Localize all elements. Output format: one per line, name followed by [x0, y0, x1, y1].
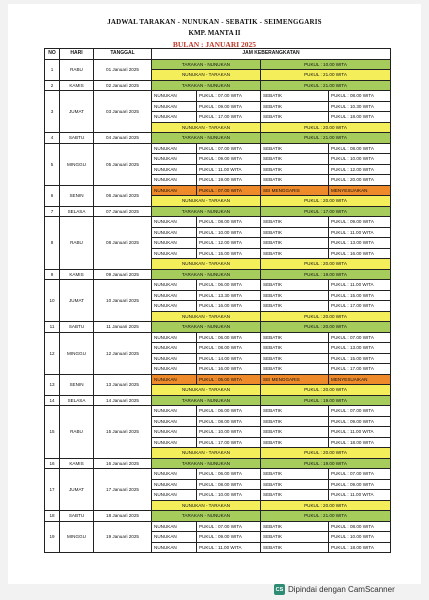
day-name: JUMAT	[60, 280, 94, 322]
route-cell: NUNUKAN - TARAKAN	[152, 70, 261, 81]
day-number: 4	[45, 133, 60, 144]
destination-time-cell: PUKUL : 18.00 WITA	[329, 112, 391, 123]
ship-name: KMP. MANTA II	[188, 29, 241, 37]
destination-time-cell: PUKUL : 20.00 WITA	[329, 175, 391, 186]
day-name: SELASA	[60, 206, 94, 217]
origin-time-cell: PUKUL : 06.00 WITA	[197, 280, 261, 291]
day-number: 17	[45, 469, 60, 511]
date-cell: 09 Januari 2025	[94, 269, 152, 280]
destination-cell: SEBATIK	[261, 521, 329, 532]
day-number: 5	[45, 143, 60, 185]
day-name: MINGGU	[60, 332, 94, 374]
destination-time-cell: PUKUL : 18.00 WITA	[329, 437, 391, 448]
date-cell: 06 Januari 2025	[94, 185, 152, 206]
origin-cell: NUNUKAN	[152, 280, 197, 291]
destination-cell: SEBATIK	[261, 406, 329, 417]
col-header-departure: JAM KEBERANGKATAN	[152, 49, 391, 60]
origin-cell: NUNUKAN	[152, 353, 197, 364]
day-number: 2	[45, 80, 60, 91]
origin-time-cell: PUKUL : 16.00 WITA	[197, 301, 261, 312]
origin-time-cell: PUKUL : 08.00 WITA	[197, 343, 261, 354]
date-cell: 08 Januari 2025	[94, 217, 152, 270]
schedule-title: JADWAL TARAKAN - NUNUKAN - SEBATIK - SEIMENGGARIS	[107, 18, 322, 26]
table-row	[45, 280, 391, 291]
destination-cell: SEBATIK	[261, 343, 329, 354]
origin-time-cell: PUKUL : 16.00 WITA	[197, 364, 261, 375]
route-cell: TARAKAN - NUNUKAN	[152, 395, 261, 406]
route-cell: NUNUKAN - TARAKAN	[152, 385, 261, 396]
origin-time-cell: PUKUL : 10.00 WITA	[197, 427, 261, 438]
origin-cell: NUNUKAN	[152, 437, 197, 448]
destination-cell: SEBATIK	[261, 290, 329, 301]
destination-time-cell: MENYESUAIKAN	[329, 185, 391, 196]
route-time-cell: PUKUL : 20.00 WITA	[261, 311, 391, 322]
destination-time-cell: PUKUL : 10.00 WITA	[329, 532, 391, 543]
day-number: 19	[45, 521, 60, 553]
route-time-cell: PUKUL : 20.00 WITA	[261, 322, 391, 333]
origin-cell: NUNUKAN	[152, 343, 197, 354]
destination-time-cell: PUKUL : 09.00 WITA	[329, 217, 391, 228]
date-cell: 12 Januari 2025	[94, 332, 152, 374]
route-time-cell: PUKUL : 19.00 WITA	[261, 395, 391, 406]
date-cell: 10 Januari 2025	[94, 280, 152, 322]
destination-cell: SEBATIK	[261, 469, 329, 480]
destination-cell: SEBATIK	[261, 143, 329, 154]
day-number: 7	[45, 206, 60, 217]
origin-cell: NUNUKAN	[152, 332, 197, 343]
table-row	[45, 91, 391, 102]
destination-cell: SEBATIK	[261, 280, 329, 291]
origin-cell: NUNUKAN	[152, 217, 197, 228]
route-time-cell: PUKUL : 17.00 WITA	[261, 206, 391, 217]
month-label: BULAN : JANUARI 2025	[172, 40, 257, 49]
table-row	[45, 521, 391, 532]
destination-time-cell: PUKUL : 10.30 WITA	[329, 101, 391, 112]
date-cell: 14 Januari 2025	[94, 395, 152, 406]
destination-cell: SEBATIK	[261, 427, 329, 438]
date-cell: 11 Januari 2025	[94, 322, 152, 333]
date-cell: 19 Januari 2025	[94, 521, 152, 553]
origin-time-cell: PUKUL : 11.00 WITA	[197, 542, 261, 553]
destination-cell: SEBATIK	[261, 479, 329, 490]
table-row	[45, 458, 391, 469]
origin-time-cell: PUKUL : 06.00 WITA	[197, 469, 261, 480]
route-cell: NUNUKAN - TARAKAN	[152, 500, 261, 511]
route-cell: NUNUKAN - TARAKAN	[152, 448, 261, 459]
origin-time-cell: PUKUL : 05.00 WITA	[197, 374, 261, 385]
route-cell: TARAKAN - NUNUKAN	[152, 322, 261, 333]
route-time-cell: PUKUL : 21.00 WITA	[261, 511, 391, 522]
destination-time-cell: PUKUL : 09.00 WITA	[329, 479, 391, 490]
route-cell: TARAKAN - NUNUKAN	[152, 206, 261, 217]
day-name: SABTU	[60, 511, 94, 522]
table-row	[45, 395, 391, 406]
destination-cell: SEBATIK	[261, 91, 329, 102]
day-number: 16	[45, 458, 60, 469]
destination-time-cell: PUKUL : 13.00 WITA	[329, 238, 391, 249]
table-row	[45, 59, 391, 70]
origin-cell: NUNUKAN	[152, 542, 197, 553]
origin-time-cell: PUKUL : 08.00 WITA	[197, 479, 261, 490]
route-time-cell: PUKUL : 21.00 WITA	[261, 133, 391, 144]
day-number: 15	[45, 406, 60, 459]
origin-cell: NUNUKAN	[152, 112, 197, 123]
origin-time-cell: PUKUL : 09.00 WITA	[197, 154, 261, 165]
route-time-cell: PUKUL : 20.00 WITA	[261, 448, 391, 459]
table-row	[45, 185, 391, 196]
origin-time-cell: PUKUL : 09.00 WITA	[197, 532, 261, 543]
day-name: SABTU	[60, 133, 94, 144]
day-name: MINGGU	[60, 143, 94, 185]
destination-time-cell: MENYESUAIKAN	[329, 374, 391, 385]
origin-time-cell: PUKUL : 07.00 WITA	[197, 143, 261, 154]
route-cell: NUNUKAN - TARAKAN	[152, 259, 261, 270]
origin-time-cell: PUKUL : 09.00 WITA	[197, 101, 261, 112]
day-number: 3	[45, 91, 60, 133]
origin-cell: NUNUKAN	[152, 91, 197, 102]
table-row	[45, 269, 391, 280]
destination-time-cell: PUKUL : 10.00 WITA	[329, 154, 391, 165]
origin-cell: NUNUKAN	[152, 175, 197, 186]
table-header-row	[45, 49, 391, 60]
origin-cell: NUNUKAN	[152, 301, 197, 312]
origin-cell: NUNUKAN	[152, 469, 197, 480]
origin-time-cell: PUKUL : 08.00 WITA	[197, 217, 261, 228]
day-name: KAMIS	[60, 458, 94, 469]
destination-cell: SEBATIK	[261, 437, 329, 448]
day-name: SELASA	[60, 395, 94, 406]
route-time-cell: PUKUL : 19.00 WITA	[261, 269, 391, 280]
origin-time-cell: PUKUL : 10.00 WITA	[197, 227, 261, 238]
destination-cell: SEBATIK	[261, 542, 329, 553]
origin-time-cell: PUKUL : 13.30 WITA	[197, 290, 261, 301]
table-row	[45, 322, 391, 333]
day-name: RABU	[60, 59, 94, 80]
origin-cell: NUNUKAN	[152, 479, 197, 490]
route-time-cell: PUKUL : 10.00 WITA	[261, 59, 391, 70]
destination-cell: SEBATIK	[261, 227, 329, 238]
origin-time-cell: PUKUL : 07.00 WITA	[197, 521, 261, 532]
day-name: KAMIS	[60, 80, 94, 91]
route-time-cell: PUKUL : 20.00 WITA	[261, 385, 391, 396]
route-cell: NUNUKAN - TARAKAN	[152, 311, 261, 322]
destination-time-cell: PUKUL : 16.00 WITA	[329, 248, 391, 259]
route-time-cell: PUKUL : 20.00 WITA	[261, 259, 391, 270]
route-time-cell: PUKUL : 20.00 WITA	[261, 500, 391, 511]
date-cell: 16 Januari 2025	[94, 458, 152, 469]
origin-cell: NUNUKAN	[152, 532, 197, 543]
col-header-date: TANGGAL	[94, 49, 152, 60]
destination-cell: SEBATIK	[261, 248, 329, 259]
route-cell: TARAKAN - NUNUKAN	[152, 458, 261, 469]
origin-time-cell: PUKUL : 17.00 WITA	[197, 112, 261, 123]
origin-cell: NUNUKAN	[152, 143, 197, 154]
route-cell: TARAKAN - NUNUKAN	[152, 80, 261, 91]
date-cell: 05 Januari 2025	[94, 143, 152, 185]
origin-time-cell: PUKUL : 06.00 WITA	[197, 406, 261, 417]
day-name: RABU	[60, 217, 94, 270]
destination-cell: SEBATIK	[261, 301, 329, 312]
destination-cell: SEBATIK	[261, 332, 329, 343]
route-cell: TARAKAN - NUNUKAN	[152, 269, 261, 280]
day-number: 8	[45, 217, 60, 270]
table-row	[45, 406, 391, 417]
table-row	[45, 469, 391, 480]
origin-time-cell: PUKUL : 11.00 WITA	[197, 164, 261, 175]
schedule-body	[45, 59, 391, 553]
schedule-table	[44, 48, 391, 553]
origin-cell: NUNUKAN	[152, 248, 197, 259]
origin-cell: NUNUKAN	[152, 238, 197, 249]
destination-cell: SEBATIK	[261, 364, 329, 375]
destination-time-cell: PUKUL : 18.00 WITA	[329, 542, 391, 553]
table-row	[45, 133, 391, 144]
day-name: SENIN	[60, 374, 94, 395]
footer-text: Dipindai dengan CamScanner	[288, 585, 395, 594]
origin-cell: NUNUKAN	[152, 164, 197, 175]
origin-cell: NUNUKAN	[152, 227, 197, 238]
destination-time-cell: PUKUL : 11.00 WITA	[329, 427, 391, 438]
day-number: 6	[45, 185, 60, 206]
destination-cell: SEBATIK	[261, 154, 329, 165]
day-name: SABTU	[60, 322, 94, 333]
destination-time-cell: PUKUL : 09.00 WITA	[329, 416, 391, 427]
day-number: 9	[45, 269, 60, 280]
destination-time-cell: PUKUL : 17.00 WITA	[329, 301, 391, 312]
route-time-cell: PUKUL : 21.00 WITA	[261, 70, 391, 81]
origin-cell: NUNUKAN	[152, 490, 197, 501]
destination-cell: SEBATIK	[261, 175, 329, 186]
origin-cell: NUNUKAN	[152, 185, 197, 196]
destination-time-cell: PUKUL : 08.00 WITA	[329, 91, 391, 102]
destination-cell: SEBATIK	[261, 416, 329, 427]
route-time-cell: PUKUL : 19.00 WITA	[261, 458, 391, 469]
table-row	[45, 374, 391, 385]
destination-cell: SEBATIK	[261, 164, 329, 175]
origin-cell: NUNUKAN	[152, 290, 197, 301]
destination-cell: SEI MENGGARIS	[261, 374, 329, 385]
destination-cell: SEBATIK	[261, 238, 329, 249]
origin-time-cell: PUKUL : 19.00 WITA	[197, 175, 261, 186]
destination-time-cell: PUKUL : 17.00 WITA	[329, 364, 391, 375]
day-name: SENIN	[60, 185, 94, 206]
day-number: 13	[45, 374, 60, 395]
origin-cell: NUNUKAN	[152, 154, 197, 165]
origin-cell: NUNUKAN	[152, 416, 197, 427]
route-cell: NUNUKAN - TARAKAN	[152, 196, 261, 207]
origin-time-cell: PUKUL : 17.00 WITA	[197, 437, 261, 448]
table-row	[45, 511, 391, 522]
origin-cell: NUNUKAN	[152, 101, 197, 112]
table-row	[45, 80, 391, 91]
route-cell: TARAKAN - NUNUKAN	[152, 59, 261, 70]
day-name: JUMAT	[60, 91, 94, 133]
route-time-cell: PUKUL : 21.00 WITA	[261, 80, 391, 91]
destination-cell: SEBATIK	[261, 101, 329, 112]
destination-cell: SEI MENGGARIS	[261, 185, 329, 196]
origin-time-cell: PUKUL : 08.00 WITA	[197, 416, 261, 427]
date-cell: 17 Januari 2025	[94, 469, 152, 511]
destination-time-cell: PUKUL : 07.00 WITA	[329, 406, 391, 417]
destination-time-cell: PUKUL : 11.00 WITA	[329, 490, 391, 501]
destination-time-cell: PUKUL : 15.00 WITA	[329, 290, 391, 301]
origin-cell: NUNUKAN	[152, 364, 197, 375]
origin-time-cell: PUKUL : 15.00 WITA	[197, 248, 261, 259]
destination-cell: SEBATIK	[261, 112, 329, 123]
destination-time-cell: PUKUL : 11.00 WITA	[329, 227, 391, 238]
day-number: 11	[45, 322, 60, 333]
date-cell: 07 Januari 2025	[94, 206, 152, 217]
route-cell: TARAKAN - NUNUKAN	[152, 511, 261, 522]
origin-time-cell: PUKUL : 07.00 WITA	[197, 185, 261, 196]
destination-time-cell: PUKUL : 15.00 WITA	[329, 353, 391, 364]
date-cell: 01 Januari 2025	[94, 59, 152, 80]
origin-time-cell: PUKUL : 14.00 WITA	[197, 353, 261, 364]
date-cell: 04 Januari 2025	[94, 133, 152, 144]
date-cell: 02 Januari 2025	[94, 80, 152, 91]
destination-cell: SEBATIK	[261, 353, 329, 364]
day-name: RABU	[60, 406, 94, 459]
destination-cell: SEBATIK	[261, 217, 329, 228]
origin-cell: NUNUKAN	[152, 427, 197, 438]
table-row	[45, 332, 391, 343]
table-row	[45, 217, 391, 228]
route-time-cell: PUKUL : 20.00 WITA	[261, 196, 391, 207]
origin-time-cell: PUKUL : 12.00 WITA	[197, 238, 261, 249]
day-name: JUMAT	[60, 469, 94, 511]
route-cell: NUNUKAN - TARAKAN	[152, 122, 261, 133]
date-cell: 03 Januari 2025	[94, 91, 152, 133]
col-header-no: NO	[45, 49, 60, 60]
col-header-day: HARI	[60, 49, 94, 60]
day-number: 18	[45, 511, 60, 522]
destination-time-cell: PUKUL : 13.00 WITA	[329, 343, 391, 354]
destination-time-cell: PUKUL : 08.00 WITA	[329, 143, 391, 154]
route-time-cell: PUKUL : 20.00 WITA	[261, 122, 391, 133]
destination-time-cell: PUKUL : 08.00 WITA	[329, 521, 391, 532]
table-row	[45, 206, 391, 217]
origin-time-cell: PUKUL : 06.00 WITA	[197, 332, 261, 343]
day-number: 10	[45, 280, 60, 322]
date-cell: 13 Januari 2025	[94, 374, 152, 395]
date-cell: 15 Januari 2025	[94, 406, 152, 459]
destination-time-cell: PUKUL : 07.00 WITA	[329, 332, 391, 343]
origin-cell: NUNUKAN	[152, 521, 197, 532]
day-number: 12	[45, 332, 60, 374]
date-cell: 18 Januari 2025	[94, 511, 152, 522]
origin-time-cell: PUKUL : 10.00 WITA	[197, 490, 261, 501]
day-number: 1	[45, 59, 60, 80]
destination-time-cell: PUKUL : 07.00 WITA	[329, 469, 391, 480]
origin-cell: NUNUKAN	[152, 406, 197, 417]
destination-cell: SEBATIK	[261, 532, 329, 543]
destination-time-cell: PUKUL : 11.00 WITA	[329, 280, 391, 291]
camscanner-footer	[274, 584, 395, 595]
origin-cell: NUNUKAN	[152, 374, 197, 385]
origin-time-cell: PUKUL : 07.00 WITA	[197, 91, 261, 102]
day-name: KAMIS	[60, 269, 94, 280]
camscanner-logo-icon: CS	[274, 584, 285, 595]
day-number: 14	[45, 395, 60, 406]
route-cell: TARAKAN - NUNUKAN	[152, 133, 261, 144]
destination-time-cell: PUKUL : 12.00 WITA	[329, 164, 391, 175]
table-row	[45, 143, 391, 154]
destination-cell: SEBATIK	[261, 490, 329, 501]
day-name: MINGGU	[60, 521, 94, 553]
